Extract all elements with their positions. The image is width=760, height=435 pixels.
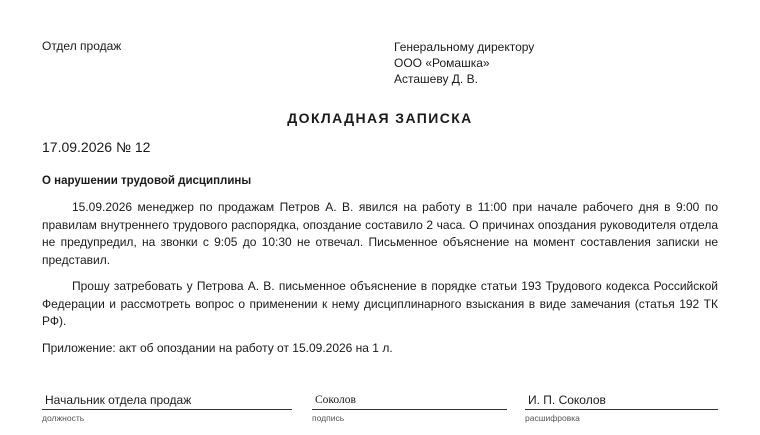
body-paragraph-2: Прошу затребовать у Петрова А. В. письменное объяснение в порядке статьи 193 Трудового кодекса Российской Федерации и рассмотреть вопрос о применении к нему дисциплинарного взыскания в виде замечания (статья 192 ТК РФ). [42, 279, 718, 328]
signature-name-value: И. П. Соколов [528, 393, 606, 407]
signature-position-line [42, 409, 292, 410]
signature-name-line [525, 409, 718, 410]
recipient-block [394, 39, 534, 87]
signature-sign-caption: подпись [312, 413, 345, 423]
document-subject: О нарушении трудовой дисциплины [42, 175, 252, 187]
document-title: ДОКЛАДНАЯ ЗАПИСКА [287, 110, 473, 126]
recipient-name: Асташеву Д. В. [394, 72, 478, 86]
signature-sign-value: Соколов [315, 394, 356, 406]
attachment-note: Приложение: акт об опоздании на работу от 15.09.2026 на 1 л. [42, 341, 393, 355]
signature-position-value: Начальник отдела продаж [45, 393, 192, 407]
signature-name-caption: расшифровка [525, 413, 580, 423]
sender-department: Отдел продаж [42, 39, 122, 53]
recipient-company: ООО «Ромашка» [394, 56, 490, 70]
document-date-number: 17.09.2026 № 12 [42, 139, 151, 155]
signature-sign-line [312, 409, 507, 410]
body-paragraph-1: 15.09.2026 менеджер по продажам Петров А. В. явился на работу в 11:00 при начале рабочего дня в 9:00 по правилам внутреннего трудового распорядка, опоздание составило 2 часа. О причинах опоздания руководителя отдела не предупредил, на звонки с 9:05 до 10:30 не отвечал. Письменное объяснение на момент составления записки не представил. [42, 200, 718, 267]
signature-position-caption: должность [42, 413, 85, 423]
recipient-position: Генеральному директору [394, 40, 535, 54]
